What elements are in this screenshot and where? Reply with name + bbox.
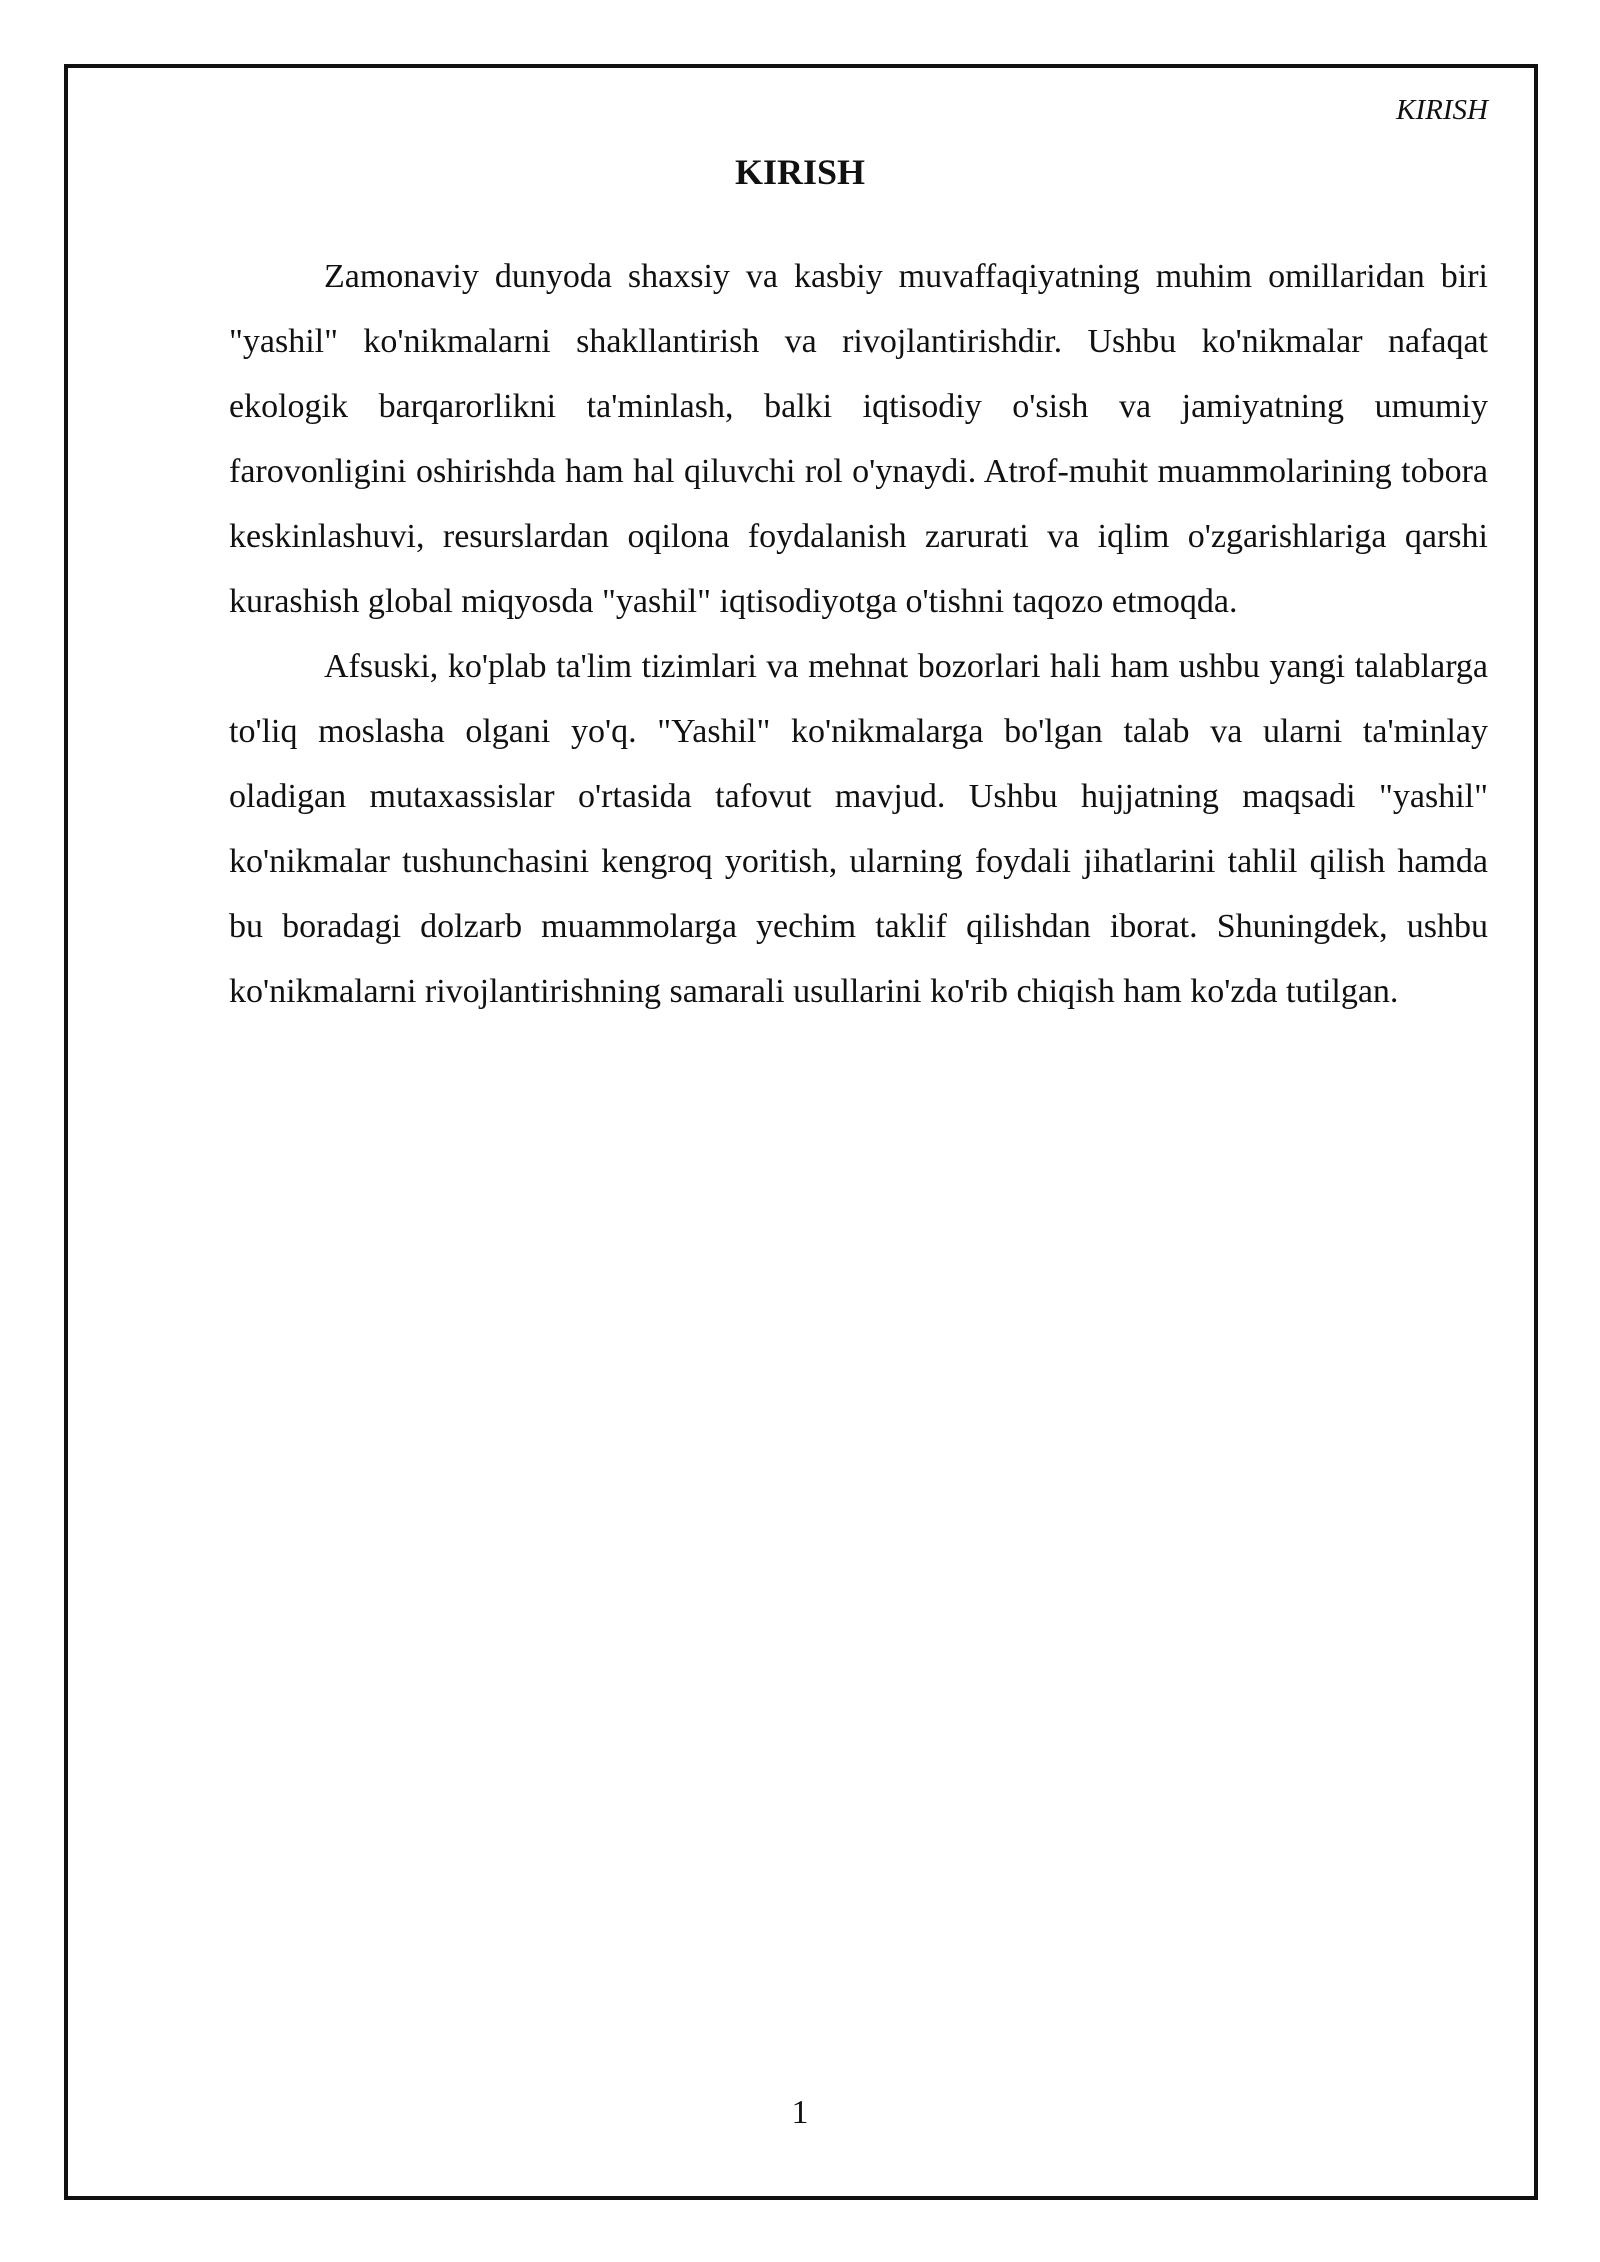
running-header-title: KIRISH (1396, 94, 1488, 126)
section-title: KIRISH (734, 152, 866, 192)
section-body (229, 244, 1488, 1024)
page-number: 1 (791, 2094, 809, 2131)
body-paragraph: Afsuski, ko'plab ta'lim tizimlari va mehnat bozorlari hali ham ushbu yangi talablarga to'liq moslasha olgani yo'q. "Yashil" ko'nikmalarga bo'lgan talab va ularni ta'minlay oladigan mutaxassislar o'rtasida tafovut mavjud. Ushbu hujjatning maqsadi "yashil" ko'nikmalar tushunchasini kengroq yoritish, ularning foydali jihatlarini tahlil qilish hamda bu boradagi dolzarb muammolarga yechim taklif qilishdan iborat. Shuningdek, ushbu ko'nikmalarni rivojlantirishning samarali usullarini ko'rib chiqish ham ko'zda tutilgan. (229, 648, 1488, 1010)
body-paragraph: Zamonaviy dunyoda shaxsiy va kasbiy muvaffaqiyatning muhim omillaridan biri "yashil" ko'nikmalarni shakllantirish va rivojlantirishdir. Ushbu ko'nikmalar nafaqat ekologik barqarorlikni ta'minlash, balki iqtisodiy o'sish va jamiyatning umumiy farovonligini oshirishda ham hal qiluvchi rol o'ynaydi. Atrof-muhit muammolarining tobora keskinlashuvi, resurslardan oqilona foydalanish zarurati va iqlim o'zgarishlariga qarshi kurashish global miqyosda "yashil" iqtisodiyotga o'tishni taqozo etmoqda. (229, 258, 1488, 620)
